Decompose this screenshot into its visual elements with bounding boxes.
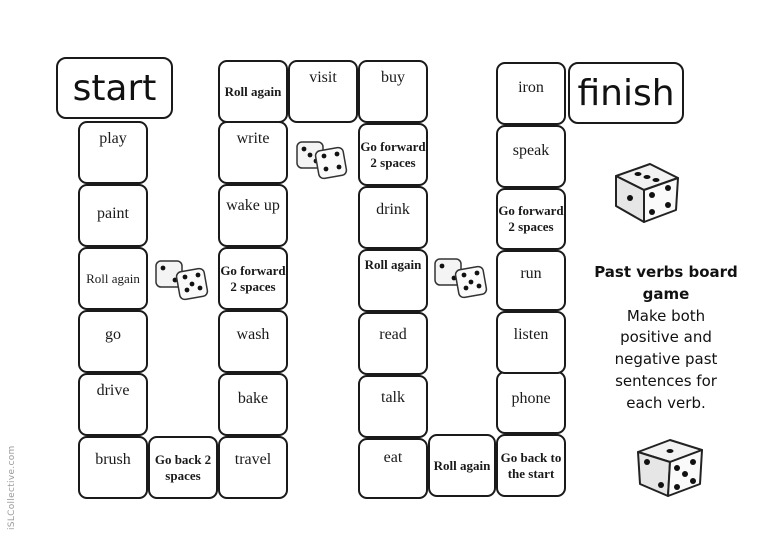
board-square-travel: travel: [218, 436, 288, 499]
board-square-visit: visit: [288, 60, 358, 123]
board-square-roll-again-2: Roll again: [358, 249, 428, 312]
board-square-listen: listen: [496, 311, 566, 374]
board-square-wash: wash: [218, 310, 288, 373]
board-square-go-forward-2: Go forward 2 spaces: [218, 247, 288, 310]
board-square-go-forward-2b: Go forward 2 spaces: [358, 123, 428, 186]
board-square-go-forward-2c: Go forward 2 spaces: [496, 188, 566, 250]
board-square-play: play: [78, 121, 148, 184]
board-square-brush: brush: [78, 436, 148, 499]
dice-pair-icon: [153, 255, 213, 307]
board-square-phone: phone: [496, 371, 566, 434]
large-die-icon: [610, 160, 682, 226]
finish-label: finish: [568, 62, 684, 124]
dice-pair-icon: [432, 253, 492, 305]
board-square-speak: speak: [496, 125, 566, 188]
instruction-line: Make both: [626, 306, 706, 325]
board-square-roll-again-bottom: Roll again: [428, 434, 496, 497]
board-square-read: read: [358, 312, 428, 375]
board-square-eat: eat: [358, 438, 428, 499]
instruction-line: negative past: [614, 350, 718, 368]
instruction-line: positive and: [620, 328, 712, 347]
board-square-drink: drink: [358, 186, 428, 249]
start-label: start: [56, 57, 173, 119]
board-square-drive: drive: [78, 373, 148, 436]
game-title-line: game: [642, 284, 690, 303]
board-square-roll-again-top: Roll again: [218, 60, 288, 123]
watermark: iSLCollective.com: [7, 445, 17, 530]
instructions-block: [586, 262, 746, 414]
board-square-go-back-start: Go back to the start: [496, 434, 566, 497]
board-square-wake-up: wake up: [218, 184, 288, 247]
dice-pair-icon: [294, 134, 354, 186]
game-title-line: Past verbs board: [594, 263, 738, 281]
board-square-roll-again: Roll again: [78, 247, 148, 310]
board-square-go-back-2: Go back 2 spaces: [148, 436, 218, 499]
instruction-line: sentences for: [615, 371, 717, 390]
board-square-paint: paint: [78, 184, 148, 247]
instruction-line: each verb.: [626, 393, 706, 412]
board-square-iron: iron: [496, 62, 566, 125]
board-square-go: go: [78, 310, 148, 373]
board-square-talk: talk: [358, 375, 428, 438]
board-square-run: run: [496, 250, 566, 311]
board-square-buy: buy: [358, 60, 428, 123]
board-square-write: write: [218, 121, 288, 184]
large-die-icon: [634, 434, 706, 500]
board-square-bake: bake: [218, 373, 288, 436]
